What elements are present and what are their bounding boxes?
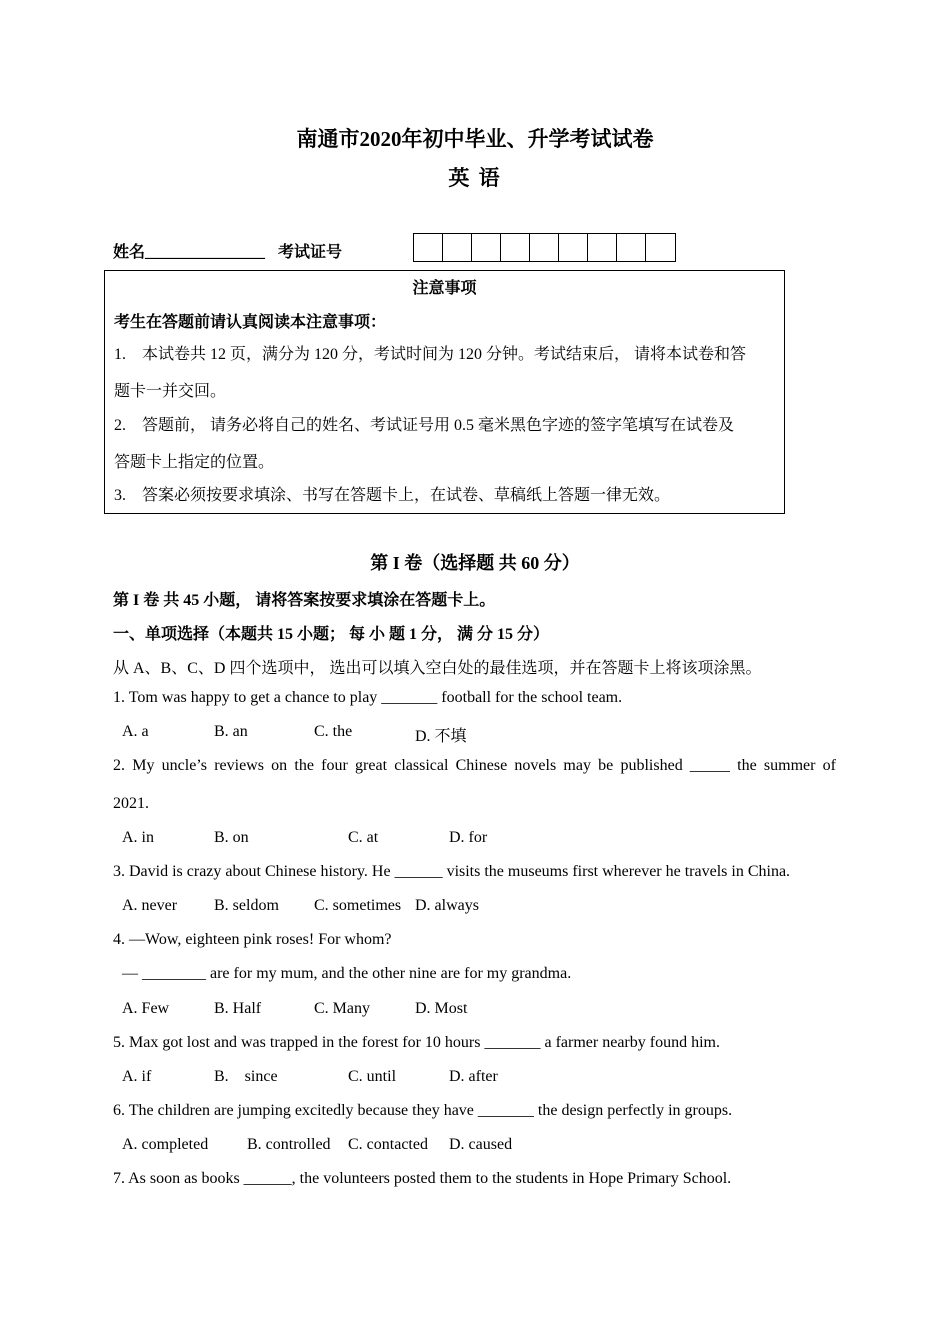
part1-instruction: 第 I 卷 共 45 小题， 请将答案按要求填涂在答题卡上。 xyxy=(113,592,496,609)
option: D. for xyxy=(449,829,488,846)
option: B. seldom xyxy=(214,897,279,914)
option: A. a xyxy=(122,723,149,740)
option: D. always xyxy=(415,897,479,914)
notice-item-2-cont: 答题卡上指定的位置。 xyxy=(114,454,275,471)
exam-id-box[interactable] xyxy=(588,234,617,261)
notice-box xyxy=(104,270,785,514)
exam-id-box[interactable] xyxy=(414,234,443,261)
question-stem: 6. The children are jumping excitedly because they have _______ the design perfectly in groups. xyxy=(113,1102,733,1119)
exam-id-box[interactable] xyxy=(530,234,559,261)
option: A. completed xyxy=(122,1136,209,1153)
question-stem: 7. As soon as books ______, the volunteers posted them to the students in Hope Primary School. xyxy=(113,1170,732,1187)
question-stem-cont: 2021. xyxy=(113,795,149,812)
exam-id-box[interactable] xyxy=(559,234,588,261)
option: A. never xyxy=(122,897,178,914)
section-description: 从 A、B、C、D 四个选项中， 选出可以填入空白处的最佳选项，并在答题卡上将该项涂黑。 xyxy=(113,660,762,677)
option: A. in xyxy=(122,829,154,846)
notice-item-1: 1. 本试卷共 12 页，满分为 120 分，考试时间为 120 分钟。考试结束后， 请将本试卷和答 xyxy=(114,346,747,363)
notice-item-2: 2. 答题前， 请务必将自己的姓名、考试证号用 0.5 毫米黑色字迹的签字笔填写在试卷及 xyxy=(114,417,735,434)
notice-heading: 注意事项 xyxy=(412,280,477,297)
option: A. if xyxy=(122,1068,152,1085)
option: B. on xyxy=(214,829,249,846)
question-stem: 1. Tom was happy to get a chance to play _______ football for the school team. xyxy=(113,689,623,706)
exam-id-box[interactable] xyxy=(646,234,675,261)
option: A. Few xyxy=(122,1000,170,1017)
section-title: 一、单项选择（本题共 15 小题； 每 小 题 1 分， 满 分 15 分） xyxy=(113,626,550,643)
exam-id-box[interactable] xyxy=(443,234,472,261)
notice-intro: 考生在答题前请认真阅读本注意事项： xyxy=(114,314,387,331)
part1-heading: 第 I 卷（选择题 共 60 分） xyxy=(370,553,580,573)
question-stem: 5. Max got lost and was trapped in the forest for 10 hours _______ a farmer nearby found him. xyxy=(113,1034,720,1051)
notice-item-1-cont: 题卡一并交回。 xyxy=(114,383,227,400)
option: B. Half xyxy=(214,1000,262,1017)
question-stem: 3. David is crazy about Chinese history. He ______ visits the museums first wherever he travels in China. xyxy=(113,863,791,880)
option: B. since xyxy=(214,1068,278,1085)
exam-id-box[interactable] xyxy=(472,234,501,261)
exam-id-box[interactable] xyxy=(617,234,646,261)
exam-id-box[interactable] xyxy=(501,234,530,261)
question-stem: 2. My uncle’s reviews on the four great classical Chinese novels may be published _____ the summer of xyxy=(113,757,836,774)
question-stem: 4. —Wow, eighteen pink roses! For whom? xyxy=(113,931,392,948)
name-field[interactable]: 姓名_______________ xyxy=(113,244,266,261)
option: D. Most xyxy=(415,1000,468,1017)
notice-item-3: 3. 答案必须按要求填涂、书写在答题卡上，在试卷、草稿纸上答题一律无效。 xyxy=(114,487,671,504)
option: C. sometimes xyxy=(314,897,402,914)
subject-title: 英 语 xyxy=(448,166,502,190)
question-stem-cont: — ________ are for my mum, and the other nine are for my grandma. xyxy=(122,965,572,982)
option: D. caused xyxy=(449,1136,513,1153)
option: C. contacted xyxy=(348,1136,428,1153)
exam-id-label: 考试证号 xyxy=(278,244,343,261)
option: D. after xyxy=(449,1068,498,1085)
option: C. the xyxy=(314,723,353,740)
option: C. at xyxy=(348,829,379,846)
option: D. 不填 xyxy=(415,728,467,745)
option: B. controlled xyxy=(247,1136,331,1153)
exam-title: 南通市2020年初中毕业、升学考试试卷 xyxy=(296,127,654,151)
exam-id-boxes[interactable] xyxy=(413,233,676,262)
option: B. an xyxy=(214,723,248,740)
option: C. Many xyxy=(314,1000,370,1017)
option: C. until xyxy=(348,1068,397,1085)
